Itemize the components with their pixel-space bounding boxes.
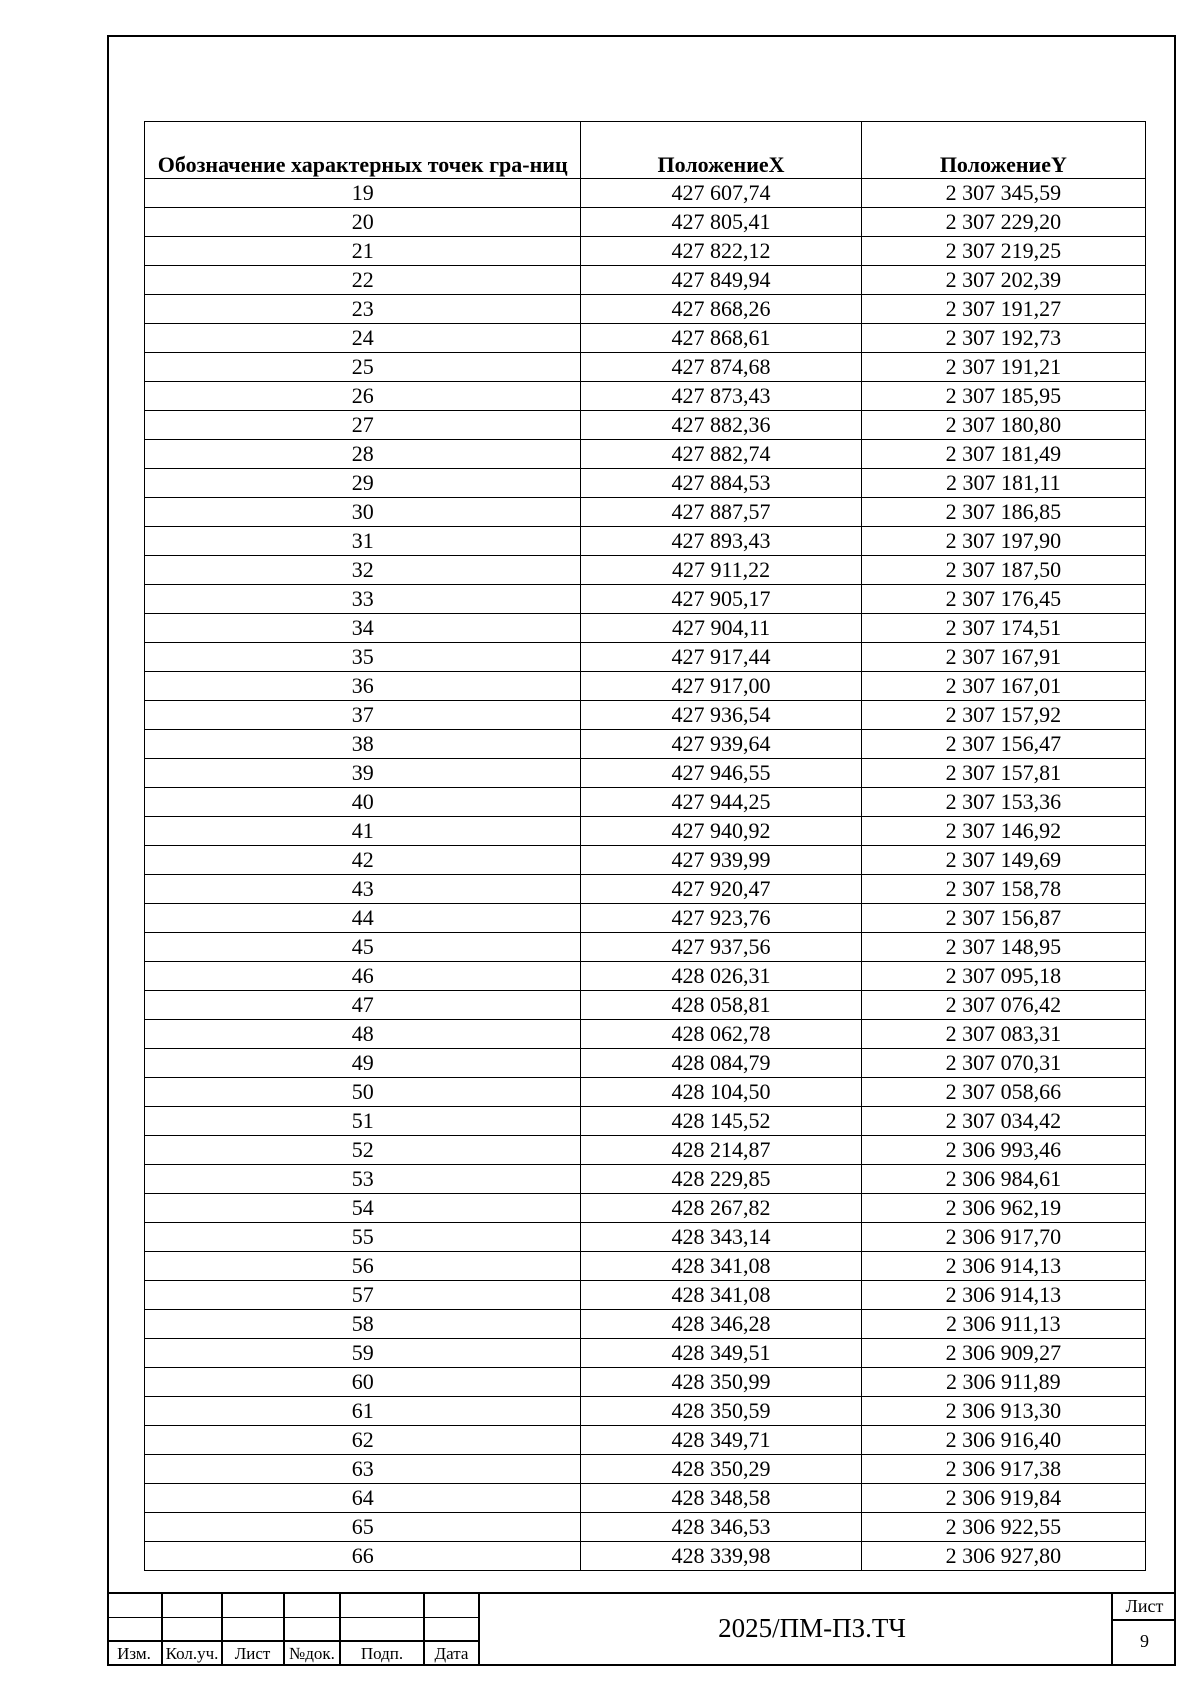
cell-y: 2 306 911,89 [861, 1368, 1145, 1397]
cell-y: 2 306 909,27 [861, 1339, 1145, 1368]
cell-point: 56 [145, 1252, 581, 1281]
table-row [145, 991, 1146, 1020]
cell-x: 427 911,22 [581, 556, 861, 585]
cell-x: 428 214,87 [581, 1136, 861, 1165]
stamp-label-ndok: №док. [289, 1644, 335, 1663]
cell-y: 2 307 149,69 [861, 846, 1145, 875]
table-row [145, 208, 1146, 237]
cell-point: 58 [145, 1310, 581, 1339]
table-row [145, 1281, 1146, 1310]
table-row [145, 1513, 1146, 1542]
cell-y: 2 307 202,39 [861, 266, 1145, 295]
table-row [145, 1020, 1146, 1049]
table-row [145, 498, 1146, 527]
cell-point: 20 [145, 208, 581, 237]
cell-point: 21 [145, 237, 581, 266]
cell-x: 427 882,74 [581, 440, 861, 469]
cell-x: 428 348,58 [581, 1484, 861, 1513]
header-point-designation: Обозначение характерных точек гра-ниц [145, 122, 581, 179]
title-block [107, 1592, 1176, 1666]
cell-point: 51 [145, 1107, 581, 1136]
stamp-label-data: Дата [434, 1644, 469, 1663]
cell-x: 427 874,68 [581, 353, 861, 382]
cell-point: 48 [145, 1020, 581, 1049]
cell-point: 64 [145, 1484, 581, 1513]
table-row [145, 1165, 1146, 1194]
cell-x: 427 936,54 [581, 701, 861, 730]
table-row [145, 295, 1146, 324]
cell-x: 428 104,50 [581, 1078, 861, 1107]
cell-x: 428 084,79 [581, 1049, 861, 1078]
cell-x: 428 346,28 [581, 1310, 861, 1339]
cell-point: 53 [145, 1165, 581, 1194]
cell-x: 427 607,74 [581, 179, 861, 208]
cell-x: 427 893,43 [581, 527, 861, 556]
table-row [145, 440, 1146, 469]
cell-point: 57 [145, 1281, 581, 1310]
cell-point: 36 [145, 672, 581, 701]
cell-y: 2 307 185,95 [861, 382, 1145, 411]
cell-point: 59 [145, 1339, 581, 1368]
cell-x: 427 940,92 [581, 817, 861, 846]
header-position-y: ПоложениеY [861, 122, 1145, 179]
table-row [145, 846, 1146, 875]
table-body [145, 179, 1146, 1571]
cell-y: 2 307 153,36 [861, 788, 1145, 817]
cell-point: 35 [145, 643, 581, 672]
stamp-label-izm: Изм. [117, 1644, 151, 1663]
cell-x: 428 341,08 [581, 1281, 861, 1310]
cell-x: 427 905,17 [581, 585, 861, 614]
cell-y: 2 306 914,13 [861, 1252, 1145, 1281]
cell-point: 45 [145, 933, 581, 962]
table-header-row [145, 122, 1146, 179]
cell-x: 427 939,99 [581, 846, 861, 875]
cell-y: 2 307 174,51 [861, 614, 1145, 643]
cell-y: 2 307 034,42 [861, 1107, 1145, 1136]
cell-x: 428 349,51 [581, 1339, 861, 1368]
cell-point: 28 [145, 440, 581, 469]
cell-x: 427 920,47 [581, 875, 861, 904]
table-row [145, 1397, 1146, 1426]
cell-x: 427 946,55 [581, 759, 861, 788]
cell-x: 428 349,71 [581, 1426, 861, 1455]
cell-point: 52 [145, 1136, 581, 1165]
table-row [145, 266, 1146, 295]
cell-point: 55 [145, 1223, 581, 1252]
stamp-label-kol-uch: Кол.уч. [165, 1644, 219, 1663]
cell-point: 60 [145, 1368, 581, 1397]
cell-y: 2 307 180,80 [861, 411, 1145, 440]
cell-x: 428 343,14 [581, 1223, 861, 1252]
cell-point: 44 [145, 904, 581, 933]
cell-x: 428 350,99 [581, 1368, 861, 1397]
cell-point: 62 [145, 1426, 581, 1455]
table-row [145, 643, 1146, 672]
stamp-label-podp: Подп. [360, 1644, 404, 1663]
table-row [145, 701, 1146, 730]
sheet-label: Лист [1125, 1596, 1164, 1616]
cell-y: 2 306 984,61 [861, 1165, 1145, 1194]
cell-y: 2 307 076,42 [861, 991, 1145, 1020]
cell-y: 2 307 083,31 [861, 1020, 1145, 1049]
cell-point: 34 [145, 614, 581, 643]
cell-x: 427 917,44 [581, 643, 861, 672]
cell-point: 30 [145, 498, 581, 527]
cell-point: 39 [145, 759, 581, 788]
cell-y: 2 307 167,01 [861, 672, 1145, 701]
cell-y: 2 307 157,81 [861, 759, 1145, 788]
cell-y: 2 307 095,18 [861, 962, 1145, 991]
cell-y: 2 307 192,73 [861, 324, 1145, 353]
table-row [145, 933, 1146, 962]
cell-x: 428 062,78 [581, 1020, 861, 1049]
cell-x: 427 939,64 [581, 730, 861, 759]
cell-x: 428 350,29 [581, 1455, 861, 1484]
table-row [145, 179, 1146, 208]
table-row [145, 875, 1146, 904]
cell-x: 427 882,36 [581, 411, 861, 440]
cell-point: 63 [145, 1455, 581, 1484]
cell-point: 38 [145, 730, 581, 759]
cell-y: 2 307 181,11 [861, 469, 1145, 498]
cell-x: 427 849,94 [581, 266, 861, 295]
cell-point: 22 [145, 266, 581, 295]
cell-y: 2 307 158,78 [861, 875, 1145, 904]
table-row [145, 788, 1146, 817]
cell-y: 2 306 962,19 [861, 1194, 1145, 1223]
cell-y: 2 306 993,46 [861, 1136, 1145, 1165]
table-row [145, 382, 1146, 411]
cell-x: 427 887,57 [581, 498, 861, 527]
cell-x: 427 944,25 [581, 788, 861, 817]
cell-point: 23 [145, 295, 581, 324]
cell-x: 428 026,31 [581, 962, 861, 991]
table-row [145, 614, 1146, 643]
cell-y: 2 307 148,95 [861, 933, 1145, 962]
cell-point: 66 [145, 1542, 581, 1571]
table-row [145, 730, 1146, 759]
cell-y: 2 306 917,38 [861, 1455, 1145, 1484]
cell-x: 428 341,08 [581, 1252, 861, 1281]
cell-y: 2 307 157,92 [861, 701, 1145, 730]
table-row [145, 1368, 1146, 1397]
cell-point: 25 [145, 353, 581, 382]
cell-point: 43 [145, 875, 581, 904]
table-row [145, 353, 1146, 382]
cell-x: 427 873,43 [581, 382, 861, 411]
cell-point: 27 [145, 411, 581, 440]
cell-x: 428 145,52 [581, 1107, 861, 1136]
cell-y: 2 307 345,59 [861, 179, 1145, 208]
table-row [145, 527, 1146, 556]
cell-point: 49 [145, 1049, 581, 1078]
cell-y: 2 307 219,25 [861, 237, 1145, 266]
cell-point: 50 [145, 1078, 581, 1107]
cell-point: 31 [145, 527, 581, 556]
table-row [145, 324, 1146, 353]
cell-x: 427 822,12 [581, 237, 861, 266]
table-row [145, 1223, 1146, 1252]
cell-y: 2 307 070,31 [861, 1049, 1145, 1078]
cell-y: 2 307 187,50 [861, 556, 1145, 585]
cell-x: 427 868,26 [581, 295, 861, 324]
stamp-label-list: Лист [234, 1644, 271, 1663]
cell-y: 2 306 922,55 [861, 1513, 1145, 1542]
table-row [145, 1107, 1146, 1136]
table-row [145, 469, 1146, 498]
cell-y: 2 306 927,80 [861, 1542, 1145, 1571]
cell-point: 37 [145, 701, 581, 730]
cell-y: 2 307 156,47 [861, 730, 1145, 759]
cell-y: 2 306 913,30 [861, 1397, 1145, 1426]
cell-x: 427 868,61 [581, 324, 861, 353]
table-row [145, 1252, 1146, 1281]
cell-x: 428 229,85 [581, 1165, 861, 1194]
cell-point: 65 [145, 1513, 581, 1542]
cell-point: 29 [145, 469, 581, 498]
cell-point: 41 [145, 817, 581, 846]
cell-y: 2 307 229,20 [861, 208, 1145, 237]
cell-point: 24 [145, 324, 581, 353]
cell-x: 427 937,56 [581, 933, 861, 962]
table-row [145, 672, 1146, 701]
cell-y: 2 306 914,13 [861, 1281, 1145, 1310]
cell-point: 54 [145, 1194, 581, 1223]
cell-y: 2 307 181,49 [861, 440, 1145, 469]
table-row [145, 1426, 1146, 1455]
cell-x: 427 917,00 [581, 672, 861, 701]
cell-y: 2 307 176,45 [861, 585, 1145, 614]
sheet-number: 9 [1140, 1631, 1149, 1651]
cell-y: 2 307 058,66 [861, 1078, 1145, 1107]
table-row [145, 1078, 1146, 1107]
table-row [145, 411, 1146, 440]
table-row [145, 1542, 1146, 1571]
cell-x: 428 267,82 [581, 1194, 861, 1223]
cell-x: 428 339,98 [581, 1542, 861, 1571]
cell-point: 61 [145, 1397, 581, 1426]
table-row [145, 817, 1146, 846]
cell-point: 47 [145, 991, 581, 1020]
cell-point: 40 [145, 788, 581, 817]
cell-x: 427 884,53 [581, 469, 861, 498]
cell-y: 2 306 919,84 [861, 1484, 1145, 1513]
cell-point: 33 [145, 585, 581, 614]
table-row [145, 759, 1146, 788]
table-row [145, 1455, 1146, 1484]
cell-point: 26 [145, 382, 581, 411]
cell-x: 428 346,53 [581, 1513, 861, 1542]
cell-point: 19 [145, 179, 581, 208]
table-row [145, 585, 1146, 614]
table-row [145, 1310, 1146, 1339]
table-row [145, 962, 1146, 991]
cell-y: 2 306 916,40 [861, 1426, 1145, 1455]
cell-y: 2 306 917,70 [861, 1223, 1145, 1252]
cell-point: 46 [145, 962, 581, 991]
cell-y: 2 307 191,21 [861, 353, 1145, 382]
table-row [145, 1194, 1146, 1223]
cell-y: 2 307 146,92 [861, 817, 1145, 846]
table-row [145, 237, 1146, 266]
header-position-x: ПоложениеX [581, 122, 861, 179]
cell-y: 2 307 197,90 [861, 527, 1145, 556]
cell-x: 427 923,76 [581, 904, 861, 933]
table-row [145, 1484, 1146, 1513]
table-row [145, 556, 1146, 585]
cell-y: 2 307 186,85 [861, 498, 1145, 527]
cell-y: 2 307 167,91 [861, 643, 1145, 672]
coordinates-table [144, 121, 1146, 1571]
cell-x: 427 805,41 [581, 208, 861, 237]
table-row [145, 904, 1146, 933]
table-row [145, 1339, 1146, 1368]
document-code: 2025/ПМ-ПЗ.ТЧ [718, 1613, 906, 1643]
cell-y: 2 307 156,87 [861, 904, 1145, 933]
cell-y: 2 307 191,27 [861, 295, 1145, 324]
cell-x: 427 904,11 [581, 614, 861, 643]
cell-point: 42 [145, 846, 581, 875]
table-row [145, 1049, 1146, 1078]
cell-y: 2 306 911,13 [861, 1310, 1145, 1339]
cell-x: 428 350,59 [581, 1397, 861, 1426]
cell-x: 428 058,81 [581, 991, 861, 1020]
cell-point: 32 [145, 556, 581, 585]
table-row [145, 1136, 1146, 1165]
